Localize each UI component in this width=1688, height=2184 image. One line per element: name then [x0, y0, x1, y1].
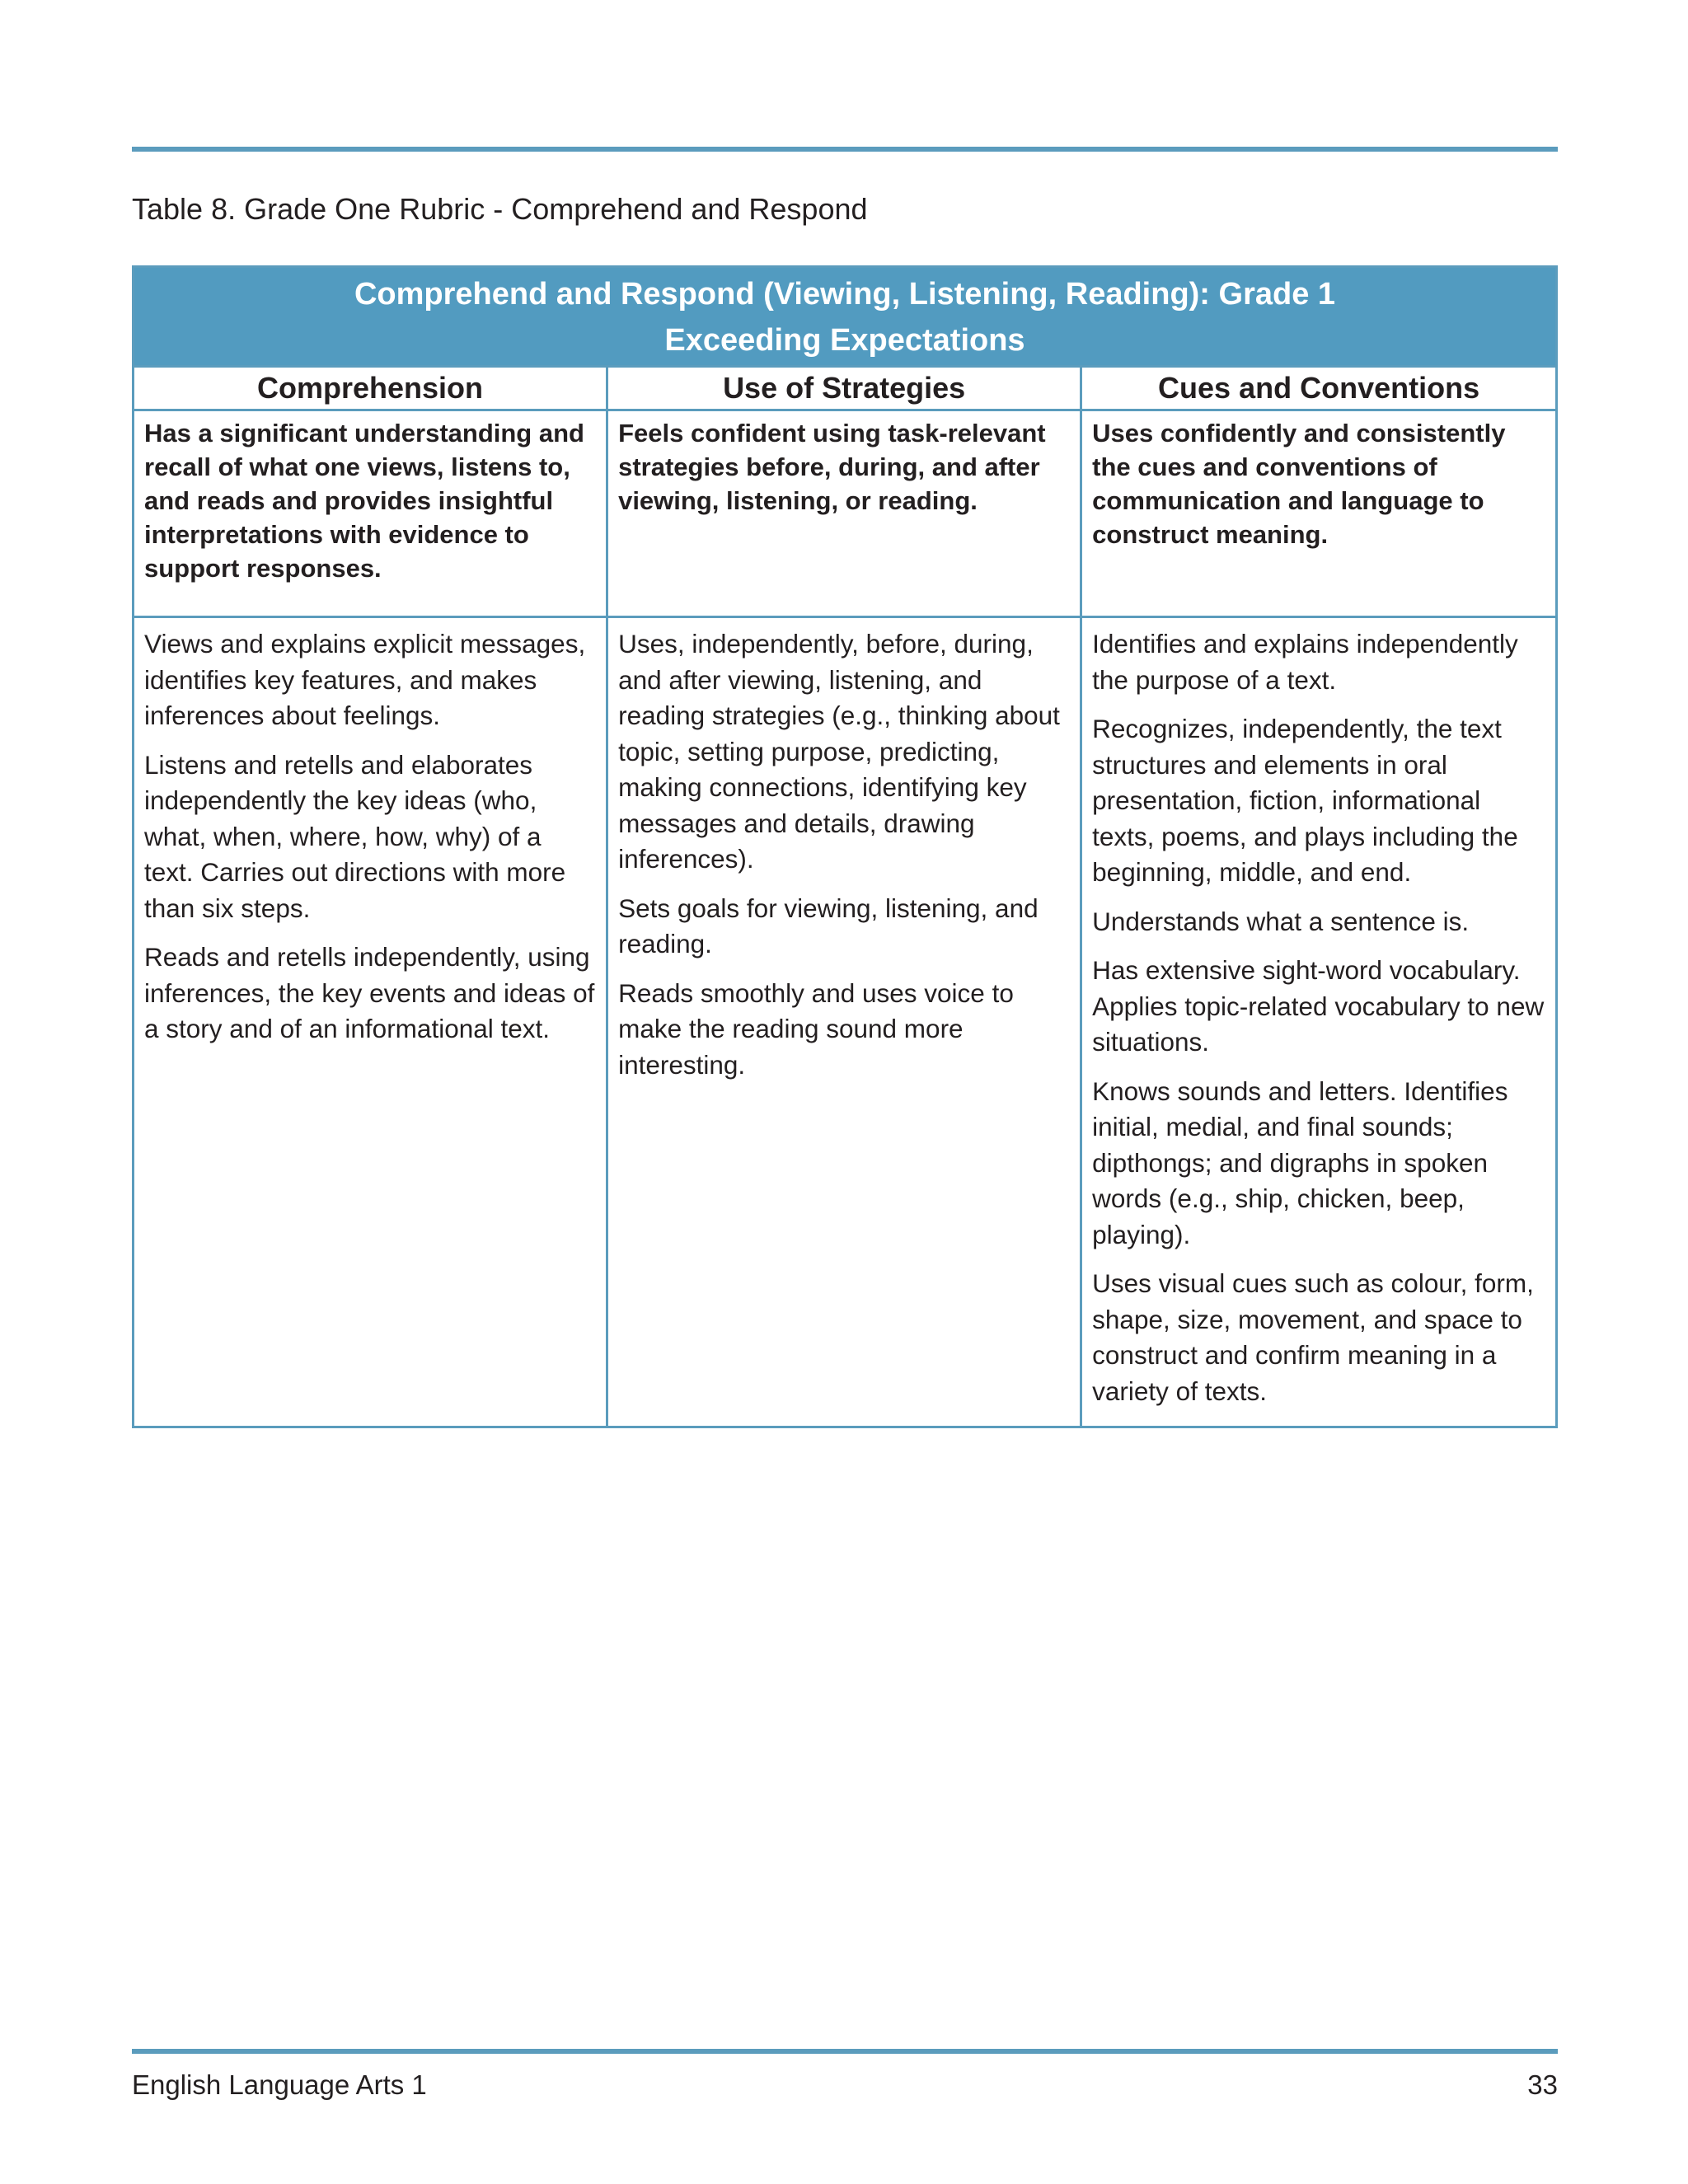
detail-item: Recognizes, independently, the text structures and elements in oral presentation, fiction, informational texts, poems, and plays including the beginning, middle, and end. [1092, 714, 1518, 887]
bottom-rule [132, 2049, 1558, 2054]
column-heading-use-of-strategies: Use of Strategies [607, 367, 1081, 410]
detail-item: Knows sounds and letters. Identifies initial, medial, and final sounds; dipthongs; and digraphs in spoken words (e.g., ship, chicken, beep, playing). [1092, 1076, 1508, 1249]
rubric-table [132, 265, 1558, 1428]
table-caption: Table 8. Grade One Rubric - Comprehend and Respond [132, 192, 868, 226]
detail-item: Uses, independently, before, during, and after viewing, listening, and reading strategies (e.g., thinking about topic, setting purpose, predicting, making connections, identifying key messages and details, drawing inferences). [618, 629, 1060, 874]
column-heading-cues-and-conventions: Cues and Conventions [1081, 367, 1557, 410]
summary-cues-and-conventions: Uses confidently and consistently the cues and conventions of communication and language to construct meaning. [1081, 410, 1557, 617]
details-use-of-strategies [607, 617, 1081, 1427]
summary-comprehension: Has a significant understanding and recall of what one views, listens to, and reads and provides insightful interpretations with evidence to support responses. [134, 410, 607, 617]
summary-row [134, 410, 1557, 617]
table-banner-row [134, 267, 1557, 367]
details-cues-and-conventions [1081, 617, 1557, 1427]
table-banner [134, 267, 1557, 367]
detail-row [134, 617, 1557, 1427]
detail-item: Understands what a sentence is. [1092, 906, 1470, 936]
table-title: Comprehend and Respond (Viewing, Listening, Reading): Grade 1 [354, 277, 1336, 312]
table-subtitle: Exceeding Expectations [664, 323, 1025, 358]
detail-item: Uses visual cues such as colour, form, shape, size, movement, and space to construct and confirm meaning in a variety of texts. [1092, 1268, 1534, 1406]
top-rule [132, 147, 1558, 152]
footer-page-number: 33 [1527, 2069, 1558, 2100]
detail-item: Has extensive sight-word vocabulary. Applies topic-related vocabulary to new situations. [1092, 955, 1545, 1057]
detail-item: Listens and retells and elaborates independently the key ideas (who, what, when, where, how, why) of a text. Carries out directions with more than six steps. [144, 749, 566, 923]
column-heading-comprehension: Comprehension [134, 367, 607, 410]
detail-item: Sets goals for viewing, listening, and reading. [618, 893, 1039, 958]
footer-document-title: English Language Arts 1 [132, 2069, 427, 2100]
detail-item: Reads smoothly and uses voice to make the reading sound more interesting. [618, 977, 1014, 1080]
summary-use-of-strategies: Feels confident using task-relevant strategies before, during, and after viewing, listening, or reading. [607, 410, 1081, 617]
detail-item: Reads and retells independently, using inferences, the key events and ideas of a story and of an informational text. [144, 942, 595, 1043]
details-comprehension [134, 617, 607, 1427]
detail-item: Views and explains explicit messages, identifies key features, and makes inferences about feelings. [144, 629, 586, 730]
column-heading-row [134, 367, 1557, 410]
detail-item: Identifies and explains independently the purpose of a text. [1092, 629, 1518, 695]
